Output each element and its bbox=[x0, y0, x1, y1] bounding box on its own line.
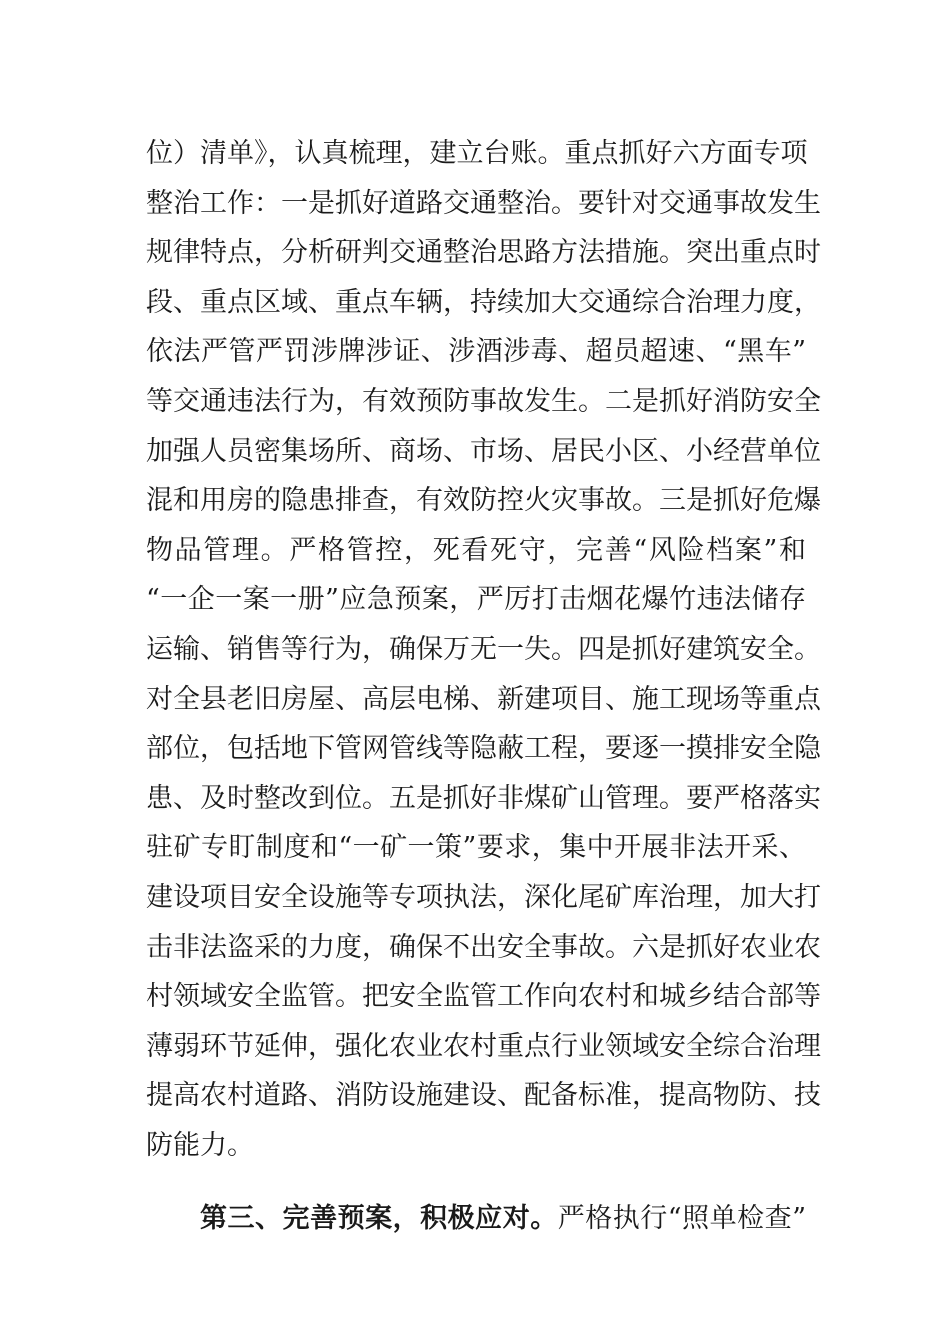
text-line: 建设项目安全设施等专项执法，深化尾矿库治理，加大打 bbox=[146, 881, 821, 913]
text-line: 位）清单》，认真梳理，建立台账。重点抓好六方面专项 bbox=[146, 138, 808, 169]
section-text: 严格执行“照单检查” bbox=[557, 1203, 807, 1235]
section-heading: 第三、完善预案，积极应对。 bbox=[200, 1203, 558, 1235]
text-line: 对全县老旧房屋、高层电梯、新建项目、施工现场等重点 bbox=[146, 683, 821, 715]
text-line: 等交通违法行为，有效预防事故发生。二是抓好消防安全 bbox=[146, 385, 821, 417]
text-line: 整治工作：一是抓好道路交通整治。要针对交通事故发生 bbox=[146, 187, 821, 219]
text-line: “一企一案一册”应急预案，严厉打击烟花爆竹违法储存 bbox=[146, 584, 806, 616]
text-line: 规律特点，分析研判交通整治思路方法措施。突出重点时 bbox=[146, 237, 821, 269]
text-line: 驻矿专盯制度和“一矿一策”要求，集中开展非法开采、 bbox=[146, 832, 806, 864]
text-line: 部位，包括地下管网管线等隐蔽工程，要逐一摸排安全隐 bbox=[146, 733, 821, 765]
text-line: 患、及时整改到位。五是抓好非煤矿山管理。要严格落实 bbox=[146, 782, 821, 814]
text-line: 村领域安全监管。把安全监管工作向农村和城乡结合部等 bbox=[146, 981, 821, 1013]
text-line: 段、重点区域、重点车辆，持续加大交通综合治理力度， bbox=[146, 286, 821, 318]
text-line: 运输、销售等行为，确保万无一失。四是抓好建筑安全。 bbox=[146, 633, 821, 665]
text-line: 防能力。 bbox=[146, 1129, 254, 1161]
text-line: 击非法盗采的力度，确保不出安全事故。六是抓好农业农 bbox=[146, 931, 821, 963]
text-line: 加强人员密集场所、商场、市场、居民小区、小经营单位 bbox=[146, 435, 821, 467]
text-line: 提高农村道路、消防设施建设、配备标准，提高物防、技 bbox=[146, 1080, 821, 1112]
text-line: 依法严管严罚涉牌涉证、涉酒涉毒、超员超速、“黑车” bbox=[146, 336, 806, 368]
text-line: 薄弱环节延伸，强化农业农村重点行业领域安全综合治理 bbox=[146, 1030, 821, 1062]
paragraph-safety-rectification bbox=[146, 129, 821, 1170]
text-line: 物品管理。严格管控，死看死守，完善“风险档案”和 bbox=[146, 534, 806, 566]
document-body bbox=[146, 129, 821, 1244]
paragraph-third-point bbox=[146, 1194, 806, 1244]
text-line: 混和用房的隐患排查，有效防控火灾事故。三是抓好危爆 bbox=[146, 485, 821, 517]
